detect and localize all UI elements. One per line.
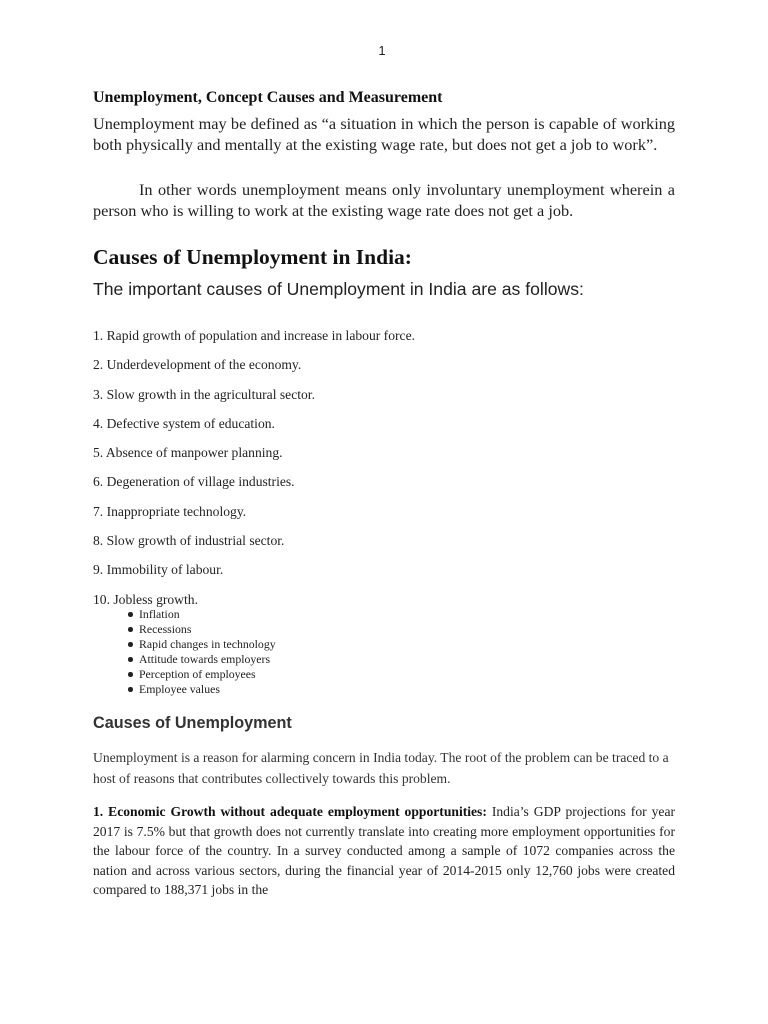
cause-item: 3. Slow growth in the agricultural sector. <box>93 386 315 402</box>
bullet-icon <box>128 672 133 677</box>
bullet-icon <box>128 612 133 617</box>
sub-cause-label: Rapid changes in technology <box>139 636 276 651</box>
cause-item: 10. Jobless growth. <box>93 591 198 607</box>
cause-item: 4. Defective system of education. <box>93 415 275 431</box>
heading-causes-india: Causes of Unemployment in India: <box>93 245 412 269</box>
economic-growth-body: India’s GDP projections for year 2017 is 7.5% but that growth does not currently translate into creating more employment opportunities for the labour force of the country. In a survey conducted among a sample of 1072 companies across the nation and across various sectors, during the financial year of 2014-2015 only 12,760 jobs were created compared to 188,371 jobs in the <box>93 804 676 898</box>
economic-growth-lead: 1. Economic Growth without adequate employment opportunities: <box>93 804 487 819</box>
cause-item: 5. Absence of manpower planning. <box>93 445 283 461</box>
sub-cause-label: Attitude towards employers <box>139 651 271 666</box>
economic-growth-paragraph <box>93 802 675 900</box>
bullet-icon <box>128 627 133 632</box>
bullet-icon <box>128 657 133 662</box>
concern-paragraph: Unemployment is a reason for alarming concern in India today. The root of the problem can be traced to a host of reasons that contributes collectively towards this problem. <box>93 750 669 786</box>
cause-item: 2. Underdevelopment of the economy. <box>93 357 302 373</box>
cause-item: 6. Degeneration of village industries. <box>93 474 295 490</box>
sub-cause-item <box>128 667 276 682</box>
sub-cause-label: Perception of employees <box>139 666 256 681</box>
sub-cause-item <box>128 622 276 637</box>
causes-list <box>93 327 673 620</box>
sub-cause-label: Recessions <box>139 621 192 636</box>
involuntary-paragraph: In other words unemployment means only involuntary unemployment wherein a person who is willing to work at the existing wage rate does not get a job. <box>93 180 675 220</box>
sub-causes-list <box>128 607 276 696</box>
document-title: Unemployment, Concept Causes and Measurement <box>93 89 443 106</box>
bullet-icon <box>128 687 133 692</box>
cause-item: 7. Inappropriate technology. <box>93 503 247 519</box>
heading-causes: Causes of Unemployment <box>93 714 292 732</box>
definition-paragraph: Unemployment may be defined as “a situation in which the person is capable of working both physically and mentally at the existing wage rate, but does not get a job to work”. <box>93 114 675 154</box>
bullet-icon <box>128 642 133 647</box>
page-number: 1 <box>378 43 386 58</box>
cause-item: 8. Slow growth of industrial sector. <box>93 533 285 549</box>
sub-cause-label: Employee values <box>139 681 220 696</box>
causes-intro: The important causes of Unemployment in India are as follows: <box>93 279 584 299</box>
cause-item: 1. Rapid growth of population and increase in labour force. <box>93 328 416 343</box>
cause-item: 9. Immobility of labour. <box>93 562 224 578</box>
sub-cause-label: Inflation <box>139 607 180 621</box>
sub-cause-item <box>128 637 276 652</box>
sub-cause-item <box>128 652 276 667</box>
sub-cause-item <box>128 607 276 622</box>
sub-cause-item <box>128 682 276 697</box>
